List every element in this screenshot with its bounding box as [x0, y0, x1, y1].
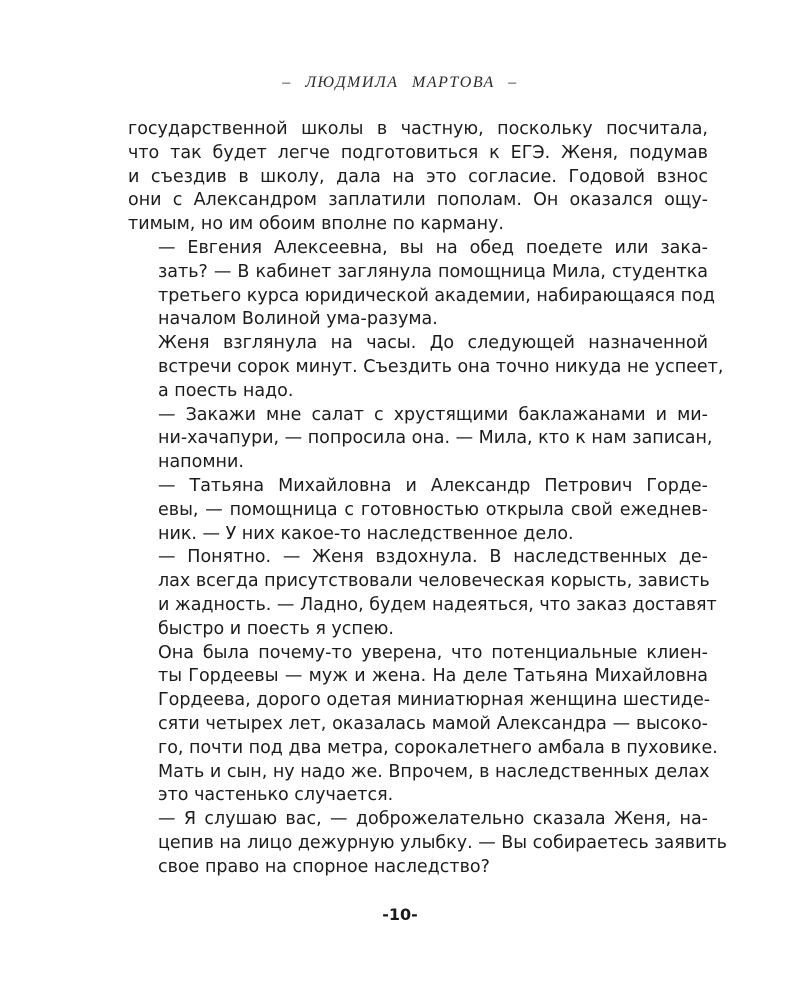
text-line: цепив на лицо дежурную улыбку. — Вы собираетесь заявить [158, 832, 727, 853]
text-line: Гордеева, дорого одетая миниатюрная женщина шестиде- [158, 690, 711, 711]
text-line: встречи сорок минут. Съездить она точно никуда не успеет, [158, 356, 724, 377]
paragraph-1 [128, 118, 708, 237]
paragraph-3 [128, 332, 724, 403]
text-line: что так будет легче подготовиться к ЕГЭ. Женя, подумав [128, 142, 708, 163]
text-line: лах всегда присутствовали человеческая корысть, зависть [158, 571, 710, 592]
text-line: быстро и поесть я успею. [158, 618, 394, 639]
text-line: они с Александром заплатили пополам. Он оказался ощу- [128, 190, 708, 211]
text-line: свое право на спорное наследство? [158, 856, 490, 877]
text-line: — Татьяна Михайловна и Александр Петрович Горде- [158, 475, 708, 496]
text-line: ты Гордеевы — муж и жена. На деле Татьяна Михайловна [158, 666, 708, 687]
text-line: Мать и сын, ну надо же. Впрочем, в наследственных делах [158, 761, 710, 782]
text-line: началом Волиной ума-разума. [158, 309, 438, 330]
text-line: ни-хачапури, — попросила она. — Мила, кто к нам записан, [158, 428, 713, 449]
text-line: — Закажи мне салат с хрустящими баклажанами и ми- [158, 404, 708, 425]
paragraph-5 [128, 475, 708, 546]
text-line: сяти четырех лет, оказалась мамой Александра — высоко- [158, 713, 708, 734]
paragraph-4 [128, 404, 713, 475]
text-line: ник. — У них какое-то наследственное дело. [158, 523, 574, 544]
paragraph-6 [128, 546, 717, 641]
text-line: евы, — помощница с готовностью открыла свой ежеднев- [158, 499, 708, 520]
text-line: тимым, но им обоим вполне по карману. [128, 214, 504, 235]
paragraph-2 [128, 237, 715, 332]
text-line: зать? — В кабинет заглянула помощница Мила, студентка [158, 261, 708, 282]
text-line: и жадность. — Ладно, будем надеяться, что заказ доставят [158, 594, 717, 615]
text-line: это частенько случается. [158, 785, 394, 806]
text-line: государственной школы в частную, поскольку посчитала, [128, 119, 708, 139]
text-line: — Понятно. — Женя вздохнула. В наследственных де- [158, 547, 708, 568]
text-line: — Евгения Алексеевна, вы на обед поедете или зака- [158, 237, 708, 258]
text-line: третьего курса юридической академии, набирающаяся под [158, 285, 715, 306]
text-line: Женя взглянула на часы. До следующей назначенной [158, 333, 708, 354]
body-text [128, 118, 727, 880]
paragraph-7 [128, 642, 718, 809]
text-line: а поесть надо. [158, 380, 294, 401]
paragraph-8 [128, 808, 727, 879]
text-line: напомни. [158, 452, 244, 473]
text-line: го, почти под два метра, сорокалетнего амбала в пуховике. [158, 737, 718, 758]
running-header: – ЛЮДМИЛА МАРТОВА – [282, 74, 518, 91]
text-line: и съездив в школу, дала на это согласие. Годовой взнос [128, 166, 708, 187]
text-line: — Я слушаю вас, — доброжелательно сказала Женя, на- [158, 809, 708, 830]
text-line: Она была почему-то уверена, что потенциальные клиен- [158, 642, 708, 663]
page-number: -10- [382, 905, 418, 924]
